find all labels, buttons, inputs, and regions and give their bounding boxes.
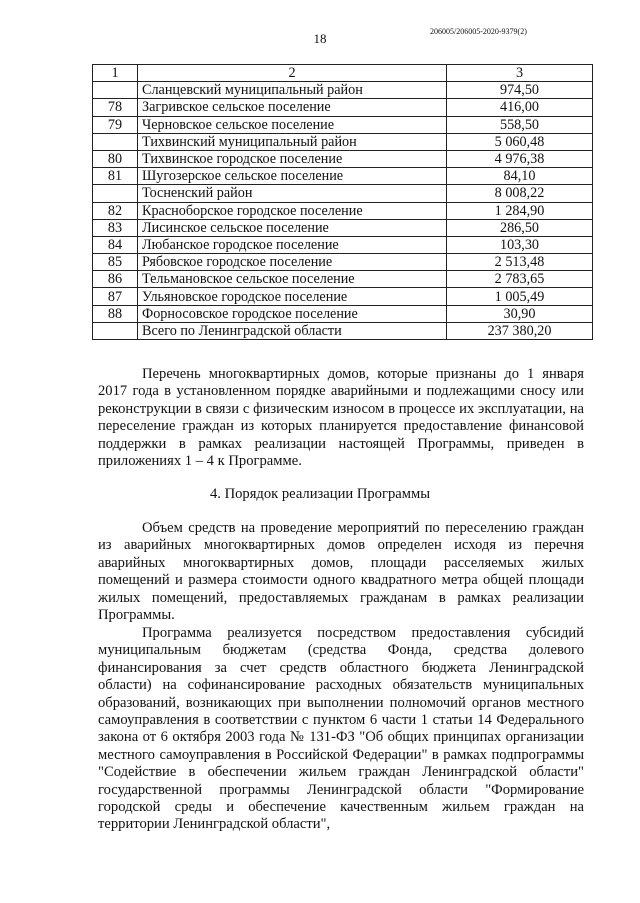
row-amount: 558,50	[447, 116, 593, 133]
row-amount: 286,50	[447, 219, 593, 236]
table-row	[93, 99, 593, 116]
row-municipality: Форносовское городское поселение	[138, 305, 447, 322]
row-amount: 1 284,90	[447, 202, 593, 219]
row-number	[93, 82, 138, 99]
table-row	[93, 133, 593, 150]
table-row	[93, 116, 593, 133]
table-row	[93, 150, 593, 167]
row-number	[93, 185, 138, 202]
row-municipality: Лисинское сельское поселение	[138, 219, 447, 236]
row-amount: 2 513,48	[447, 254, 593, 271]
table-row	[93, 271, 593, 288]
paragraph-text: Перечень многоквартирных домов, которые признаны до 1 января 2017 года в установленном порядке аварийными и подлежащими сносу или реконструкции в связи с физическим износом в процессе их эксплуатации, на переселение граждан из которых планируется предоставление финансовой поддержки в рамках реализации настоящей Программы, приведен в приложениях 1 – 4 к Программе.	[98, 366, 584, 470]
row-municipality: Загривское сельское поселение	[138, 99, 447, 116]
funding-table	[92, 64, 593, 340]
row-municipality: Черновское сельское поселение	[138, 116, 447, 133]
table-row	[93, 82, 593, 99]
row-municipality: Тельмановское сельское поселение	[138, 271, 447, 288]
row-amount: 103,30	[447, 236, 593, 253]
row-number: 87	[93, 288, 138, 305]
row-number: 86	[93, 271, 138, 288]
row-municipality: Тосненский район	[138, 185, 447, 202]
row-amount: 30,90	[447, 305, 593, 322]
row-amount: 8 008,22	[447, 185, 593, 202]
row-municipality: Красноборское городское поселение	[138, 202, 447, 219]
row-number: 78	[93, 99, 138, 116]
document-code: 206005/206005-2020-9379(2)	[430, 27, 527, 36]
row-number: 81	[93, 168, 138, 185]
row-amount: 5 060,48	[447, 133, 593, 150]
paragraph-text: Программа реализуется посредством предоставления субсидий муниципальным бюджетам (средства Фонда, средства долевого финансирования за счет средств областного бюджета Ленинградской области) на софинансирование расходных обязательств муниципальных образований, возникающих при выполнении полномочий органов местного самоуправления в соответствии с пунктом 6 части 1 статьи 14 Федерального закона от 6 октября 2003 года № 131-ФЗ "Об общих принципах организации местного самоуправления в Российской Федерации" в рамках подпрограммы "Содействие в обеспечении жильем граждан Ленинградской области" государственной программы Ленинградской области "Формирование городской среды и обеспечение качественным жильем граждан на территории Ленинградской области",	[98, 625, 584, 833]
row-amount: 974,50	[447, 82, 593, 99]
row-number	[93, 322, 138, 339]
row-number: 84	[93, 236, 138, 253]
table-row	[93, 322, 593, 339]
row-amount: 1 005,49	[447, 288, 593, 305]
row-amount: 84,10	[447, 168, 593, 185]
table-row	[93, 254, 593, 271]
row-municipality: Шугозерское сельское поселение	[138, 168, 447, 185]
table-row	[93, 305, 593, 322]
row-number: 79	[93, 116, 138, 133]
table-row	[93, 236, 593, 253]
paragraph-text: Объем средств на проведение мероприятий по переселению граждан из аварийных многоквартирных домов определен исходя из перечня аварийных многоквартирных домов, площади расселяемых жилых помещений и размера стоимости одного квадратного метра общей площади жилых помещений, предоставляемых гражданам в рамках реализации Программы.	[98, 520, 584, 624]
row-municipality: Любанское городское поселение	[138, 236, 447, 253]
row-municipality: Ульяновское городское поселение	[138, 288, 447, 305]
table-header-row	[93, 65, 593, 82]
table-row	[93, 185, 593, 202]
row-municipality: Тихвинское городское поселение	[138, 150, 447, 167]
page-number: 18	[313, 31, 327, 46]
row-amount: 4 976,38	[447, 150, 593, 167]
row-municipality: Всего по Ленинградской области	[138, 322, 447, 339]
row-amount: 237 380,20	[447, 322, 593, 339]
row-amount: 2 783,65	[447, 271, 593, 288]
row-number: 85	[93, 254, 138, 271]
table-row	[93, 288, 593, 305]
paragraph-program-implementation	[98, 625, 584, 834]
paragraph-funding-volume	[98, 520, 584, 624]
row-municipality: Тихвинский муниципальный район	[138, 133, 447, 150]
paragraph-apartment-list	[98, 366, 584, 470]
row-amount: 416,00	[447, 99, 593, 116]
section-title: 4. Порядок реализации Программы	[209, 486, 431, 502]
table-row	[93, 219, 593, 236]
table-row	[93, 168, 593, 185]
column-header: 2	[138, 65, 447, 82]
row-municipality: Рябовское городское поселение	[138, 254, 447, 271]
column-header: 3	[447, 65, 593, 82]
row-number	[93, 133, 138, 150]
table-row	[93, 202, 593, 219]
row-number: 80	[93, 150, 138, 167]
row-number: 82	[93, 202, 138, 219]
row-municipality: Сланцевский муниципальный район	[138, 82, 447, 99]
row-number: 83	[93, 219, 138, 236]
column-header: 1	[93, 65, 138, 82]
row-number: 88	[93, 305, 138, 322]
